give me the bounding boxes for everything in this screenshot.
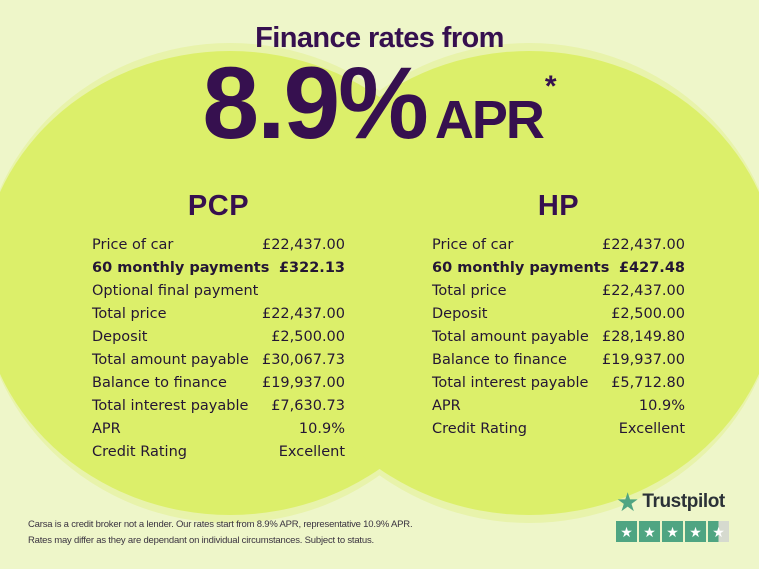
row-label: Deposit	[432, 306, 488, 322]
trustpilot-brand-text: Trustpilot	[642, 491, 725, 512]
row-label: Price of car	[92, 237, 174, 253]
row-value: £19,937.00	[261, 375, 345, 391]
row-value: £22,437.00	[601, 237, 685, 253]
row-label: APR	[92, 421, 121, 437]
row-value: £7,630.73	[271, 398, 345, 414]
row-value: 10.9%	[638, 398, 685, 414]
table-row	[432, 418, 685, 441]
row-value: £19,937.00	[601, 352, 685, 368]
rate-value: 8.9%	[202, 46, 427, 160]
table-row	[432, 372, 685, 395]
row-label: Total amount payable	[432, 329, 589, 345]
row-label: Optional final payment	[92, 283, 259, 299]
page-title: Finance rates from	[255, 22, 504, 54]
table-row	[92, 234, 345, 257]
table-row	[432, 303, 685, 326]
rating-half-star-icon: ★	[708, 521, 729, 542]
legal-disclaimer	[28, 517, 412, 549]
table-row	[92, 441, 345, 464]
row-label: 60 monthly payments	[92, 260, 270, 276]
trustpilot-logo	[616, 489, 740, 515]
row-value: £22,437.00	[261, 306, 345, 322]
table-row	[432, 349, 685, 372]
row-value: £30,067.73	[261, 352, 345, 368]
row-value: Excellent	[278, 444, 345, 460]
row-value: £22,437.00	[261, 237, 345, 253]
footnote-asterisk: *	[544, 70, 557, 103]
row-value: £2,500.00	[271, 329, 345, 345]
table-row	[92, 326, 345, 349]
headline-rate	[0, 46, 759, 160]
pcp-table	[92, 234, 345, 464]
table-row	[92, 303, 345, 326]
row-label: Total price	[92, 306, 167, 322]
disclaimer-line-2: Rates may differ as they are dependant on individual circumstances. Subject to status.	[28, 535, 374, 546]
table-row	[432, 395, 685, 418]
trustpilot-star-icon: ★	[616, 487, 640, 517]
row-label: Deposit	[92, 329, 148, 345]
table-row	[92, 280, 345, 303]
row-label: Balance to finance	[432, 352, 567, 368]
table-row	[92, 372, 345, 395]
disclaimer-line-1: Carsa is a credit broker not a lender. Our rates start from 8.9% APR, representative 10.9% APR.	[28, 519, 413, 530]
trustpilot-rating-stars	[616, 521, 740, 542]
row-label: Credit Rating	[92, 444, 187, 460]
row-label: Balance to finance	[92, 375, 227, 391]
table-row	[432, 234, 685, 257]
row-label: Total amount payable	[92, 352, 249, 368]
row-label: Credit Rating	[432, 421, 527, 437]
hp-panel	[432, 188, 685, 441]
table-row	[92, 257, 345, 280]
row-label: Total price	[432, 283, 507, 299]
row-label: APR	[432, 398, 461, 414]
row-label: 60 monthly payments	[432, 260, 610, 276]
row-value: £28,149.80	[601, 329, 685, 345]
hp-title: HP	[537, 190, 580, 222]
table-row	[92, 418, 345, 441]
trustpilot-widget[interactable]	[616, 489, 740, 542]
row-label: Total interest payable	[92, 398, 249, 414]
row-label: Price of car	[432, 237, 514, 253]
row-value: £427.48	[618, 260, 685, 276]
rate-unit: APR	[434, 90, 543, 150]
row-value: 10.9%	[298, 421, 345, 437]
rating-star-icon: ★	[662, 521, 683, 542]
row-value: £22,437.00	[601, 283, 685, 299]
table-row	[92, 349, 345, 372]
pcp-panel	[92, 188, 345, 464]
row-value: £2,500.00	[611, 306, 685, 322]
table-row	[432, 280, 685, 303]
pcp-title: PCP	[187, 190, 250, 222]
row-value: £5,712.80	[611, 375, 685, 391]
table-row	[92, 395, 345, 418]
row-value: Excellent	[618, 421, 685, 437]
table-row	[432, 257, 685, 280]
hp-table	[432, 234, 685, 441]
row-label: Total interest payable	[432, 375, 589, 391]
row-value: £322.13	[278, 260, 345, 276]
table-row	[432, 326, 685, 349]
rating-star-icon: ★	[616, 521, 637, 542]
rating-star-icon: ★	[685, 521, 706, 542]
rating-star-icon: ★	[639, 521, 660, 542]
